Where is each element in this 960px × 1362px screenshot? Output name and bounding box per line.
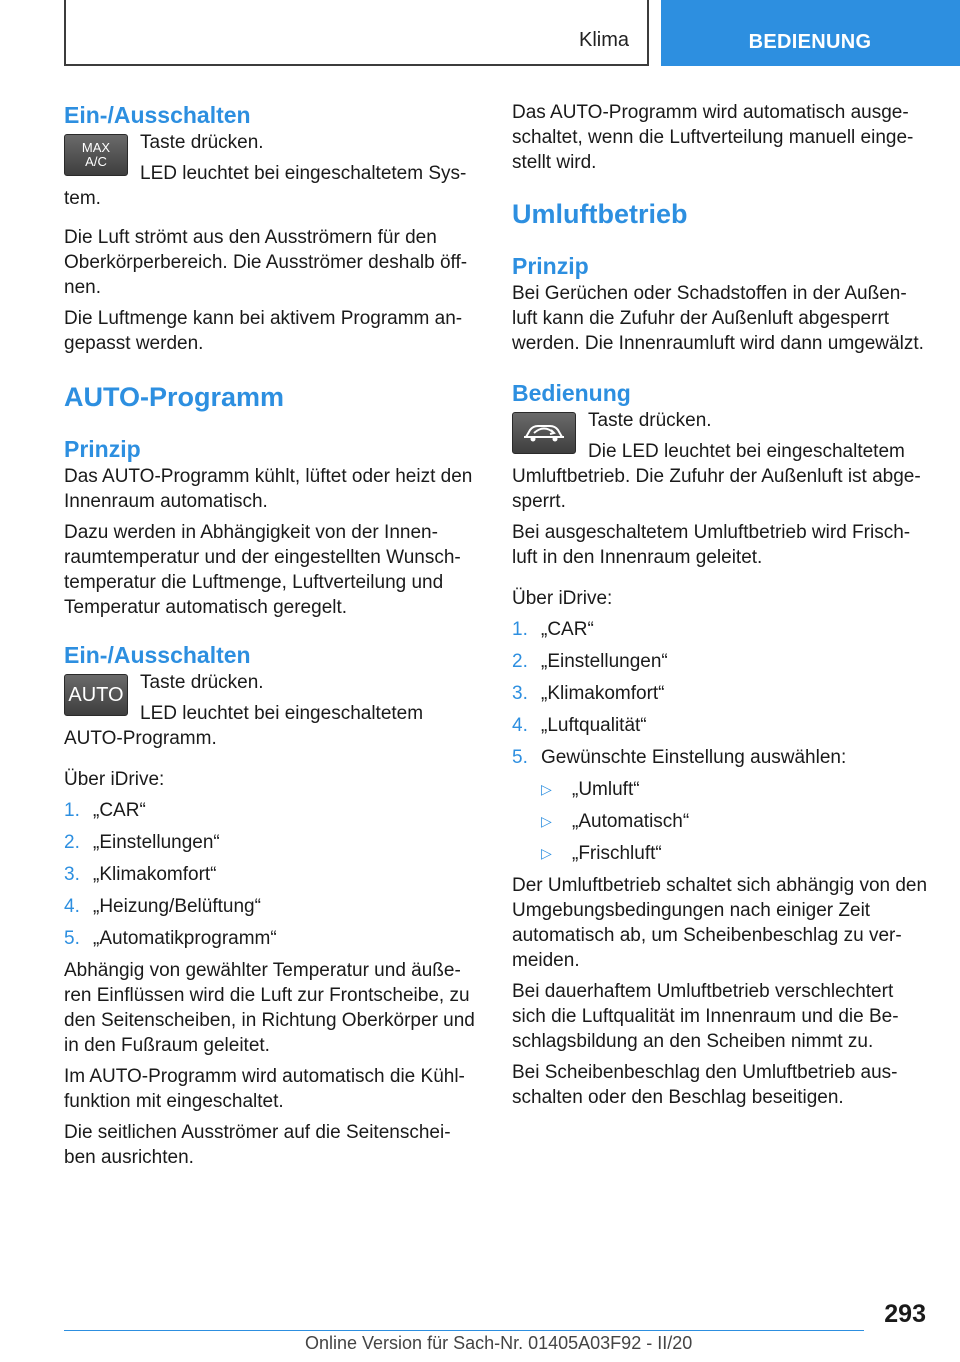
list-item-text: „CAR“ <box>541 619 594 640</box>
list-item-number: 4. <box>64 896 80 917</box>
heading-ein-ausschalten-1: Ein-/Ausschalten <box>64 102 251 128</box>
paragraph-fogging: Bei Scheibenbeschlag den Umluftbetrieb aus-schalten oder den Beschlag beseitigen. <box>512 1062 898 1108</box>
triangle-bullet-icon: ▷ <box>541 813 552 829</box>
heading-auto-programm: AUTO-Programm <box>64 382 285 412</box>
list-item <box>64 798 480 823</box>
step-led-umluft-cont: Umluftbetrieb. Die Zufuhr der Außenluft ist abge-sperrt. <box>512 466 921 512</box>
header-chapter-label: BEDIENUNG <box>748 31 872 53</box>
footer-divider <box>64 1330 864 1331</box>
left-column <box>64 100 480 1170</box>
list-item <box>512 713 928 738</box>
sub-list-item <box>512 841 928 866</box>
idrive-steps-right <box>512 617 928 770</box>
footer-version-text: Online Version für Sach-Nr. 01405A03F92 - II/20 <box>305 1333 693 1353</box>
triangle-bullet-icon: ▷ <box>541 845 552 861</box>
list-item-number: 1. <box>64 800 80 821</box>
list-item <box>64 862 480 887</box>
list-item-number: 4. <box>512 715 528 736</box>
list-item <box>64 926 480 951</box>
list-item <box>512 617 928 642</box>
list-item-text: „Einstellungen“ <box>541 651 668 672</box>
paragraph-auto-off: Das AUTO-Programm wird automatisch ausge-schaltet, wenn die Luftverteilung manuell einge-stellt wird. <box>512 102 914 173</box>
list-item-number: 5. <box>64 928 80 949</box>
paragraph-auto-switch-off: Der Umluftbetrieb schaltet sich abhängig von den Umgebungsbedingungen nach einiger Zeit automatisch ab, um Scheibenbeschlag zu ver-meiden. <box>512 875 928 971</box>
step-led-indicator: LED leuchtet bei eingeschaltetem Sys- <box>140 163 467 184</box>
idrive-label-right: Über iDrive: <box>512 588 613 609</box>
max-ac-button-row <box>64 130 480 211</box>
list-item-text: „Klimakomfort“ <box>541 683 665 704</box>
list-item-text: „Heizung/Belüftung“ <box>93 896 261 917</box>
list-item-text: Gewünschte Einstellung auswählen: <box>541 747 847 768</box>
idrive-steps-left <box>64 798 480 951</box>
step-press-auto: Taste drücken. <box>140 672 264 693</box>
list-item-number: 2. <box>512 651 528 672</box>
step-press-button: Taste drücken. <box>140 132 264 153</box>
header-section-title: Klima <box>578 29 629 51</box>
paragraph-auto-principle-1: Das AUTO-Programm kühlt, lüftet oder heizt den Innenraum automatisch. <box>64 466 473 512</box>
right-column <box>512 100 928 1110</box>
list-item-text: „Automatikprogramm“ <box>93 928 277 949</box>
step-led-indicator-cont: tem. <box>64 188 101 209</box>
paragraph-auto-principle-2: Dazu werden in Abhängigkeit von der Innen-raumtemperatur und der eingestellten Wunsch-temperatur die Luftmenge, Luftverteilung und Temperatur automatisch geregelt. <box>64 522 461 618</box>
list-item-text: „Einstellungen“ <box>93 832 220 853</box>
idrive-label-left: Über iDrive: <box>64 769 165 790</box>
step-press-umluft: Taste drücken. <box>588 410 712 431</box>
list-item-text: „Luftqualität“ <box>541 715 647 736</box>
step-led-auto: LED leuchtet bei eingeschaltetem <box>140 703 424 724</box>
auto-button-icon <box>64 674 128 716</box>
idrive-substeps-right <box>512 777 928 866</box>
list-item <box>512 649 928 674</box>
heading-ein-ausschalten-2: Ein-/Ausschalten <box>64 642 251 668</box>
sub-list-item-text: „Automatisch“ <box>572 811 690 832</box>
paragraph-cooling: Im AUTO-Programm wird automatisch die Kühl-funktion mit eingeschaltet. <box>64 1066 465 1112</box>
paragraph-side-vents: Die seitlichen Ausströmer auf die Seitenschei-ben ausrichten. <box>64 1122 451 1168</box>
heading-umluftbetrieb: Umluftbetrieb <box>512 199 688 229</box>
paragraph-air-direction: Abhängig von gewählter Temperatur und äuße-ren Einflüssen wird die Luft zur Frontscheibe, zu den Seitenscheiben, in Richtung Oberkörper und in den Fußraum geleitet. <box>64 960 475 1056</box>
recirculation-car-icon <box>512 412 576 454</box>
list-item-number: 2. <box>64 832 80 853</box>
triangle-bullet-icon: ▷ <box>541 781 552 797</box>
list-item-number: 3. <box>512 683 528 704</box>
auto-button-row <box>64 670 480 751</box>
sub-list-item <box>512 777 928 802</box>
heading-bedienung: Bedienung <box>512 380 631 406</box>
list-item-number: 5. <box>512 747 528 768</box>
max-ac-label-bottom: A/C <box>85 154 107 169</box>
header-chapter-tab <box>661 0 960 66</box>
sub-list-item-text: „Umluft“ <box>572 779 640 800</box>
step-led-auto-cont: AUTO-Programm. <box>64 728 217 749</box>
heading-prinzip-umluft: Prinzip <box>512 253 589 279</box>
list-item-text: „Klimakomfort“ <box>93 864 217 885</box>
list-item <box>64 830 480 855</box>
list-item-text: „CAR“ <box>93 800 146 821</box>
sub-list-item <box>512 809 928 834</box>
list-item-number: 1. <box>512 619 528 640</box>
list-item <box>64 894 480 919</box>
paragraph-air-quality: Bei dauerhaftem Umluftbetrieb verschlechtert sich die Luftqualität im Innenraum und die Be-schlagsbildung an den Scheiben nimmt zu. <box>512 981 899 1052</box>
paragraph-air-amount: Die Luftmenge kann bei aktivem Programm an-gepasst werden. <box>64 308 463 354</box>
recirculation-button-row <box>512 408 928 514</box>
sub-list-item-text: „Frischluft“ <box>572 843 662 864</box>
list-item-number: 3. <box>64 864 80 885</box>
auto-button-label: AUTO <box>68 683 124 706</box>
header-box <box>64 0 649 66</box>
page-number: 293 <box>884 1300 926 1328</box>
paragraph-fresh-air: Bei ausgeschaltetem Umluftbetrieb wird Frisch-luft in den Innenraum geleitet. <box>512 522 911 568</box>
heading-prinzip-auto: Prinzip <box>64 436 141 462</box>
max-ac-button-icon <box>64 134 128 176</box>
max-ac-label-top: MAX <box>81 140 111 155</box>
list-item <box>512 745 928 770</box>
paragraph-umluft-principle: Bei Gerüchen oder Schadstoffen in der Außen-luft kann die Zufuhr der Außenluft abgesperrt werden. Die Innenraumluft wird dann umgewälzt. <box>512 283 924 354</box>
recirculation-car-svg <box>520 420 568 446</box>
paragraph-air-flow: Die Luft strömt aus den Ausströmern für den Oberkörperbereich. Die Ausströmer deshalb öff-nen. <box>64 227 468 298</box>
list-item <box>512 681 928 706</box>
step-led-umluft: Die LED leuchtet bei eingeschaltetem <box>588 441 905 462</box>
